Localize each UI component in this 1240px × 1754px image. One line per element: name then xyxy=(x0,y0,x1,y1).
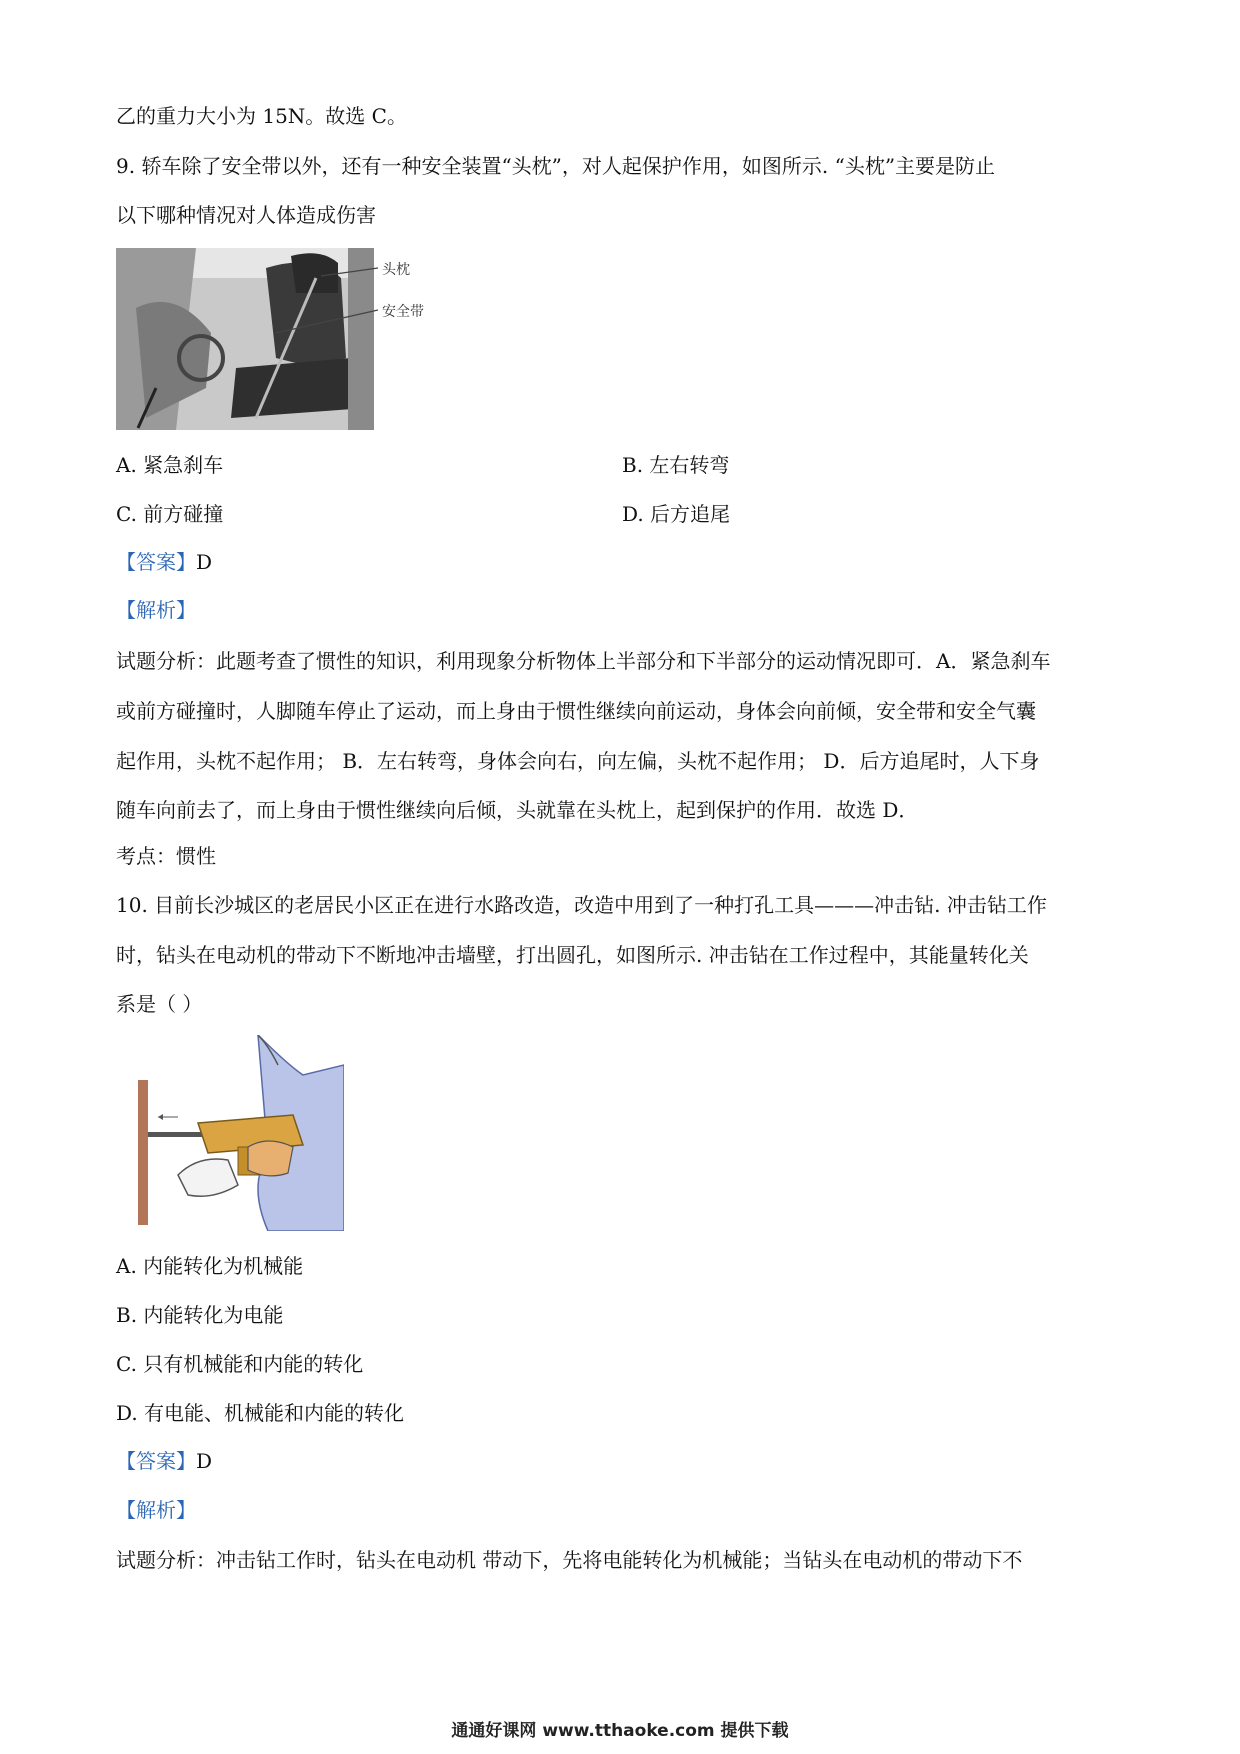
q10-answer-value: D xyxy=(196,1449,213,1473)
impact-drill-illustration xyxy=(118,1035,344,1231)
page-footer: 通通好课网 www.tthaoke.com 提供下载 xyxy=(451,1721,789,1741)
q10-analysis-tag: 【解析】 xyxy=(116,1498,196,1522)
q10-option-d: D. 有电能、机械能和内能的转化 xyxy=(116,1401,405,1425)
car-seat-figure xyxy=(116,248,446,430)
q9-option-d: D. 后方追尾 xyxy=(622,502,731,526)
q9-option-b: B. 左右转弯 xyxy=(622,453,730,477)
q10-option-a: A. 内能转化为机械能 xyxy=(116,1254,304,1278)
q10-stem-line-3: 系是（ ） xyxy=(116,992,203,1016)
q9-stem-line-1: 9. 轿车除了安全带以外，还有一种安全装置“头枕”，对人起保护作用，如图所示. “头枕”主要是防止 xyxy=(116,154,996,178)
seatbelt-label: 安全带 xyxy=(382,304,424,320)
prev-answer-tail: 乙的重力大小为 15N。故选 C。 xyxy=(116,104,407,128)
q10-answer-tag: 【答案】 xyxy=(116,1449,196,1473)
q9-option-c: C. 前方碰撞 xyxy=(116,502,224,526)
q9-stem-line-2: 以下哪种情况对人体造成伤害 xyxy=(116,203,376,227)
headrest-label: 头枕 xyxy=(382,262,410,278)
q9-answer-tag: 【答案】 xyxy=(116,550,196,574)
q10-option-c: C. 只有机械能和内能的转化 xyxy=(116,1352,364,1376)
q10-stem-line-2: 时，钻头在电动机的带动下不断地冲击墙壁，打出圆孔，如图所示. 冲击钻在工作过程中，其能量转化关 xyxy=(116,943,1029,967)
q10-stem-line-1: 10. 目前长沙城区的老居民小区正在进行水路改造，改造中用到了一种打孔工具———冲击钻. 冲击钻工作 xyxy=(116,893,1047,917)
car-seat-illustration xyxy=(116,248,446,430)
q10-analysis-line-1: 试题分析：冲击钻工作时，钻头在电动机 带动下，先将电能转化为机械能；当钻头在电动机的带动下不 xyxy=(116,1548,1023,1572)
q10-option-b: B. 内能转化为电能 xyxy=(116,1303,284,1327)
q9-option-a: A. 紧急刹车 xyxy=(116,453,224,477)
q9-answer-value: D xyxy=(196,550,213,574)
q9-analysis-line-1: 试题分析：此题考查了惯性的知识，利用现象分析物体上半部分和下半部分的运动情况即可．A．紧急刹车 xyxy=(116,649,1051,673)
q9-answer xyxy=(116,548,212,576)
q9-point: 考点：惯性 xyxy=(116,844,216,868)
q9-analysis-line-2: 或前方碰撞时，人脚随车停止了运动，而上身由于惯性继续向前运动，身体会向前倾，安全带和安全气囊 xyxy=(116,699,1036,723)
q9-analysis-line-3: 起作用，头枕不起作用； B．左右转弯，身体会向右，向左偏，头枕不起作用； D．后方追尾时，人下身 xyxy=(116,749,1040,773)
q10-answer xyxy=(116,1447,212,1475)
q9-analysis-line-4: 随车向前去了，而上身由于惯性继续向后倾，头就靠在头枕上，起到保护的作用．故选 D． xyxy=(116,798,919,822)
q9-analysis-tag: 【解析】 xyxy=(116,598,196,622)
impact-drill-figure xyxy=(118,1035,344,1231)
